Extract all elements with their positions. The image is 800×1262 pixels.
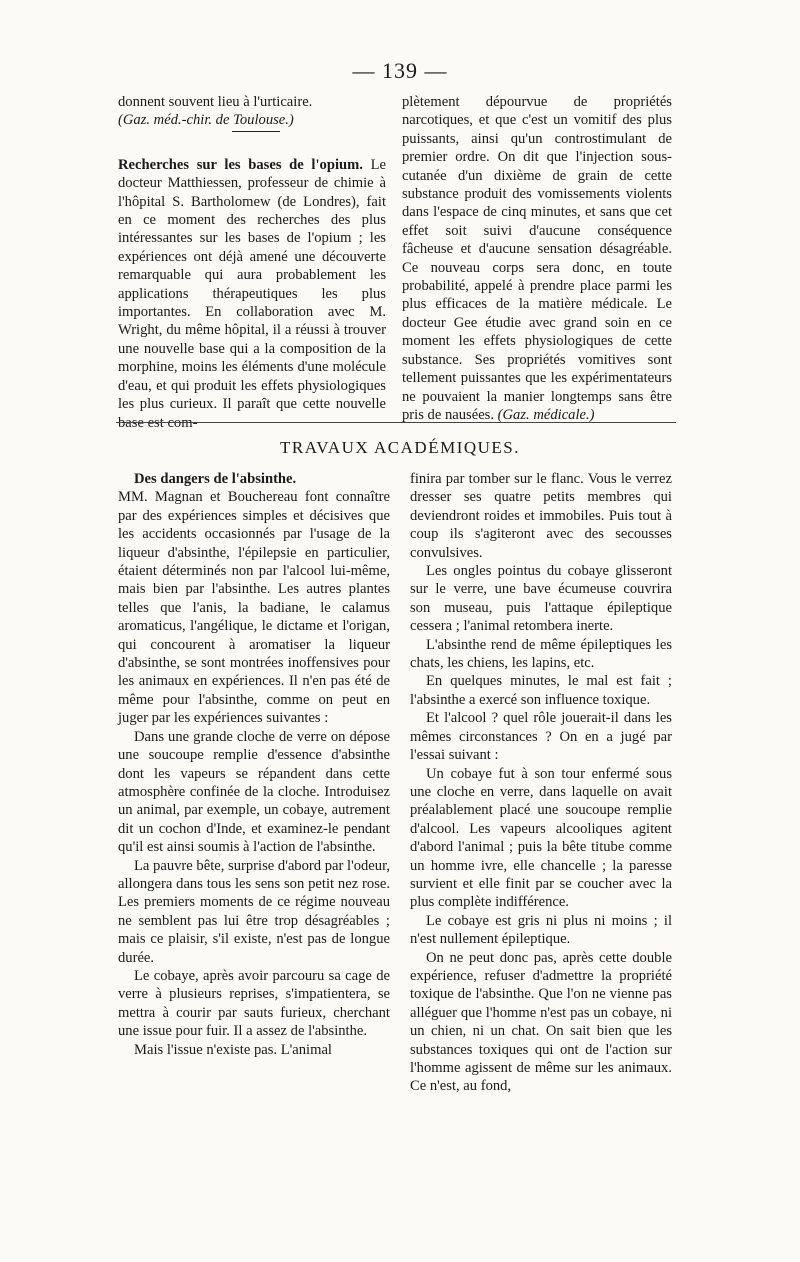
separator-rule <box>232 131 280 132</box>
article-paragraph: Mais l'issue n'existe pas. L'animal <box>134 1041 332 1058</box>
right-top-column <box>402 93 672 424</box>
article-paragraph: Un cobaye fut à son tour enfermé sous une cloche en verre, dans laquelle on avait préalablement placé une soucoupe remplie d'alcool. Les vapeurs alcooliques agitent d'abord l'animal ; puis la bête titube comme un homme ivre, elle chancelle ; la paresse survient et elle finit par se coucher avec la plus complète indifférence. <box>410 765 672 911</box>
section-title: TRAVAUX ACADÉMIQUES. <box>279 438 520 457</box>
article-paragraph: Le cobaye, après avoir parcouru sa cage de verre à plusieurs reprises, s'impatientera, se mettra à courir par sauts furieux, cherchant une issue pour fuir. Il a assez de l'absinthe. <box>118 967 390 1040</box>
article-paragraph: La pauvre bête, surprise d'abord par l'odeur, allongera dans tous les sens son petit nez rose. Les premiers moments de ce régime nouveau ne semblent pas lui être trop désagréables ; mais ce plaisir, s'il existe, n'est pas de longue durée. <box>118 857 390 966</box>
page-number: — 139 — <box>352 58 448 83</box>
article-paragraph <box>118 156 386 432</box>
article-heading: Des dangers de l'absinthe. <box>134 471 297 487</box>
source-citation: (Gaz. médicale.) <box>497 406 595 423</box>
article-body: plètement dépourvue de propriétés narcotiques, et que c'est un vomitif des plus puissants, ainsi qu'un controstimulant de premier ordre. On dit que l'injection sous-cutanée d'un dixième de grain de cette substance produit des vomissements violents dans l'espace de cinq minutes, et sans que cet effet soit suivi d'aucune conséquence fâcheuse et d'aucune sensation désagréable. Ce nouveau corps sera donc, en toute probabilité, appelé à prendre place parmi les plus efficaces de la matière médicale. Le docteur Gee étudie avec grand soin en ce moment les effets physiologiques de cette substance. Ses propriétés vomitives sont tellement puissantes que les expérimentateurs ne pouvaient la manier longtemps sans être pris de nausées. <box>402 94 672 423</box>
article-paragraph: Les ongles pointus du cobaye glisseront sur le verre, une bave écumeuse couvrira son museau, puis l'attaque épileptique cessera ; l'animal retombera inerte. <box>410 563 672 635</box>
article-paragraph <box>118 470 390 488</box>
article-paragraph: MM. Magnan et Bouchereau font connaître par des expériences simples et décisives que les accidents occasionnés par l'usage de la liqueur d'absinthe, l'épilepsie en particulier, étaient déterminés non par l'alcool lui-même, mais bien par l'absinthe. Les autres plantes telles que l'anis, la badiane, le calamus aromaticus, l'angélique, le dictame et l'origan, qui concourent à aromatiser la liqueur d'absinthe, se sont montrées inoffensives pour les animaux en expériences. Il n'en pas été de même pour l'absinthe, comme on peut en juger par les expériences suivantes : <box>118 489 390 727</box>
article-paragraph <box>402 93 672 424</box>
source-citation: (Gaz. méd.-chir. de Toulouse.) <box>118 112 294 129</box>
article-paragraph: On ne peut donc pas, après cette double expérience, refuser d'admettre la propriété toxique de l'absinthe. Que l'on ne vienne pas alléguer que l'homme n'est pas un cobaye, ni un chien, ni un chat. On sait bien que les substances toxiques qui ont de l'action sur l'homme agissent de même sur les animaux. Ce n'est, au fond, <box>410 949 672 1095</box>
left-bottom-column <box>118 470 390 1059</box>
article-paragraph: Et l'alcool ? quel rôle jouerait-il dans les mêmes circonstances ? On en a jugé par l'essai suivant : <box>410 710 672 764</box>
continued-text: donnent souvent lieu à l'urticaire. <box>118 94 313 110</box>
article-paragraph: Dans une grande cloche de verre on dépose une soucoupe remplie d'essence d'absinthe dont les vapeurs se répandent dans cette atmosphère confinée de la cloche. Introduisez un animal, par exemple, un cobaye, autrement dit un cochon d'Inde, et examinez-le pendant qu'il est ainsi soumis à l'action de l'absinthe. <box>118 728 390 856</box>
article-body: Le docteur Matthiessen, professeur de chimie à l'hôpital S. Bartholomew (de Londres), fait en ce moment des recherches des plus intéressantes sur les bases de l'opium ; les expériences ont déjà amené une découverte remarquable qui aura probablement les applications thérapeutiques les plus importantes. En collaboration avec M. Wright, du même hôpital, il a réussi à trouver une nouvelle base qui a la composition de la morphine, moins les éléments d'une molécule d'eau, et qui produit les effets physiologiques les plus curieux. Il paraît que cette nouvelle base est com- <box>118 156 386 431</box>
article-paragraph: En quelques minutes, le mal est fait ; l'absinthe a exercé son influence toxique. <box>410 673 672 708</box>
article-paragraph: finira par tomber sur le flanc. Vous le verrez dresser ses quatre petits membres qui deviendront roides et immobiles. Puis tout à coup ils s'agiteront avec des secousses convulsives. <box>410 471 672 561</box>
right-bottom-column <box>410 470 672 1096</box>
left-top-column <box>118 93 386 432</box>
article-paragraph: L'absinthe rend de même épileptiques les chats, les chiens, les lapins, etc. <box>410 636 672 672</box>
article-heading: Recherches sur les bases de l'opium. <box>118 156 363 173</box>
section-divider <box>116 422 676 423</box>
article-paragraph: Le cobaye est gris ni plus ni moins ; il n'est nullement épileptique. <box>410 912 672 948</box>
